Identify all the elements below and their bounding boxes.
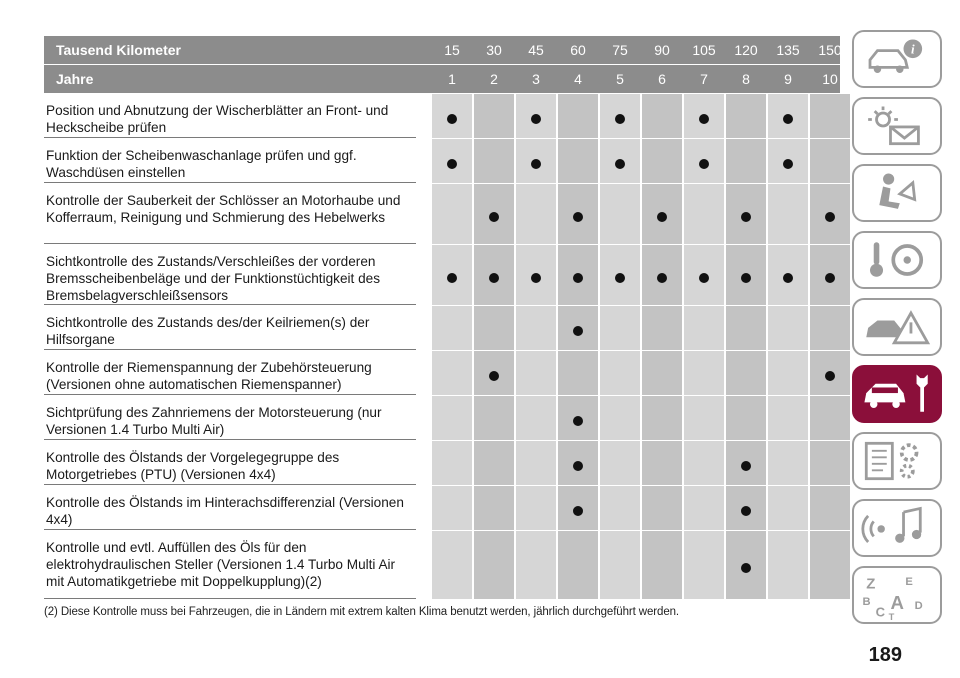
row-description: Funktion der Scheibenwaschanlage prüfen und ggf. Waschdüsen einstellen bbox=[44, 139, 416, 183]
row-description: Kontrolle und evtl. Auffüllen des Öls für den elektrohydraulischen Steller (Versionen 1.4 Turbo Multi Air mit Automatikgetriebe mit Doppelkupplung)(2) bbox=[44, 531, 416, 599]
table-row bbox=[44, 440, 840, 485]
schedule-cell bbox=[684, 396, 724, 440]
check-dot bbox=[783, 159, 793, 169]
schedule-cell bbox=[516, 94, 556, 138]
schedule-cell bbox=[810, 351, 850, 395]
page-number: 189 bbox=[868, 644, 902, 666]
year-header-4: 4 bbox=[574, 71, 582, 87]
airbag-seat-icon bbox=[854, 166, 940, 220]
check-dot bbox=[741, 563, 751, 573]
check-dot bbox=[573, 326, 583, 336]
schedule-cell bbox=[474, 441, 514, 485]
table-row bbox=[44, 350, 840, 395]
schedule-cell bbox=[432, 306, 472, 350]
schedule-cell bbox=[684, 245, 724, 305]
schedule-cell bbox=[474, 306, 514, 350]
check-dot bbox=[531, 273, 541, 283]
schedule-cell bbox=[516, 396, 556, 440]
schedule-cell bbox=[516, 441, 556, 485]
specs-gear-icon bbox=[854, 434, 940, 488]
km-header-75: 75 bbox=[612, 42, 628, 58]
schedule-cell bbox=[432, 396, 472, 440]
check-dot bbox=[573, 273, 583, 283]
year-header-2: 2 bbox=[490, 71, 498, 87]
schedule-cell bbox=[810, 486, 850, 530]
schedule-cell bbox=[474, 396, 514, 440]
schedule-cell bbox=[474, 245, 514, 305]
schedule-cell bbox=[432, 531, 472, 599]
check-dot bbox=[573, 461, 583, 471]
schedule-cell bbox=[642, 245, 682, 305]
schedule-cell bbox=[684, 139, 724, 183]
check-dot bbox=[825, 273, 835, 283]
schedule-cell bbox=[432, 94, 472, 138]
header-km-label: Tausend Kilometer bbox=[56, 42, 181, 58]
steering-wheel-key-icon bbox=[854, 233, 940, 287]
schedule-cell bbox=[768, 531, 808, 599]
schedule-cell bbox=[768, 441, 808, 485]
schedule-cell bbox=[558, 139, 598, 183]
check-dot bbox=[447, 159, 457, 169]
check-dot bbox=[783, 273, 793, 283]
nav-item-car-wrench[interactable] bbox=[852, 365, 942, 423]
schedule-cell bbox=[684, 441, 724, 485]
row-description: Kontrolle des Ölstands der Vorgelegegruppe des Motorgetriebes (PTU) (Versionen 4x4) bbox=[44, 441, 416, 485]
row-description: Sichtkontrolle des Zustands des/der Keilriemen(s) der Hilfsorgane bbox=[44, 306, 416, 350]
table-row bbox=[44, 93, 840, 138]
header-years-label: Jahre bbox=[56, 71, 94, 87]
check-dot bbox=[741, 506, 751, 516]
schedule-cell bbox=[726, 94, 766, 138]
nav-item-airbag-seat[interactable] bbox=[852, 164, 942, 222]
year-header-5: 5 bbox=[616, 71, 624, 87]
table-row bbox=[44, 530, 840, 599]
schedule-cell bbox=[600, 351, 640, 395]
warning-lights-icon bbox=[854, 99, 940, 153]
check-dot bbox=[573, 506, 583, 516]
check-dot bbox=[699, 114, 709, 124]
schedule-cell bbox=[768, 486, 808, 530]
schedule-cell bbox=[726, 396, 766, 440]
schedule-cell bbox=[600, 486, 640, 530]
row-description: Kontrolle des Ölstands im Hinterachsdifferenzial (Versionen 4x4) bbox=[44, 486, 416, 530]
schedule-cell bbox=[810, 306, 850, 350]
row-description: Kontrolle der Riemenspannung der Zubehörsteuerung (Versionen ohne automatischen Riemenspanner) bbox=[44, 351, 416, 395]
row-description: Kontrolle der Sauberkeit der Schlösser an Motorhaube und Kofferraum, Reinigung und Schmierung des Hebelwerks bbox=[44, 184, 416, 244]
schedule-cell bbox=[432, 351, 472, 395]
check-dot bbox=[615, 159, 625, 169]
check-dot bbox=[825, 212, 835, 222]
car-wrench-icon bbox=[854, 367, 940, 421]
table-body bbox=[44, 93, 840, 599]
header-row-km bbox=[44, 36, 840, 64]
svg-text:D: D bbox=[914, 599, 923, 612]
year-header-3: 3 bbox=[532, 71, 540, 87]
schedule-cell bbox=[474, 94, 514, 138]
schedule-cell bbox=[516, 245, 556, 305]
car-info-icon bbox=[854, 32, 940, 86]
check-dot bbox=[489, 273, 499, 283]
check-dot bbox=[699, 273, 709, 283]
check-dot bbox=[531, 114, 541, 124]
schedule-cell bbox=[558, 306, 598, 350]
schedule-cell bbox=[558, 351, 598, 395]
schedule-cell bbox=[432, 139, 472, 183]
chapter-nav bbox=[852, 30, 944, 633]
svg-text:Z: Z bbox=[866, 576, 876, 593]
schedule-cell bbox=[726, 486, 766, 530]
row-description: Sichtprüfung des Zahnriemens der Motorsteuerung (nur Versionen 1.4 Turbo Multi Air) bbox=[44, 396, 416, 440]
schedule-cell bbox=[768, 245, 808, 305]
schedule-cell bbox=[768, 351, 808, 395]
table-row bbox=[44, 183, 840, 244]
table-row bbox=[44, 485, 840, 530]
schedule-cell bbox=[684, 486, 724, 530]
schedule-cell bbox=[810, 94, 850, 138]
check-dot bbox=[783, 114, 793, 124]
nav-item-specs[interactable] bbox=[852, 432, 942, 490]
schedule-cell bbox=[642, 441, 682, 485]
schedule-cell bbox=[726, 531, 766, 599]
km-header-150: 150 bbox=[818, 42, 842, 58]
schedule-cell bbox=[726, 351, 766, 395]
schedule-cell bbox=[810, 245, 850, 305]
check-dot bbox=[657, 273, 667, 283]
schedule-cell bbox=[810, 396, 850, 440]
schedule-cell bbox=[810, 184, 850, 244]
check-dot bbox=[657, 212, 667, 222]
schedule-cell bbox=[600, 306, 640, 350]
row-description: Position und Abnutzung der Wischerblätter an Front- und Heckscheibe prüfen bbox=[44, 94, 416, 138]
check-dot bbox=[615, 114, 625, 124]
footnote: (2) Diese Kontrolle muss bei Fahrzeugen, die in Ländern mit extrem kalten Klima benutzt werden, jährlich durchgeführt werden. bbox=[44, 606, 680, 618]
schedule-cell bbox=[726, 139, 766, 183]
schedule-cell bbox=[600, 396, 640, 440]
schedule-cell bbox=[768, 306, 808, 350]
schedule-cell bbox=[516, 351, 556, 395]
km-header-60: 60 bbox=[570, 42, 586, 58]
schedule-cell bbox=[642, 396, 682, 440]
svg-text:B: B bbox=[862, 596, 871, 609]
km-header-30: 30 bbox=[486, 42, 502, 58]
nav-item-music[interactable] bbox=[852, 499, 942, 557]
check-dot bbox=[531, 159, 541, 169]
maintenance-schedule-table bbox=[44, 36, 840, 599]
schedule-cell bbox=[516, 139, 556, 183]
schedule-cell bbox=[642, 351, 682, 395]
check-dot bbox=[573, 416, 583, 426]
schedule-cell bbox=[768, 396, 808, 440]
schedule-cell bbox=[810, 531, 850, 599]
schedule-cell bbox=[516, 486, 556, 530]
schedule-cell bbox=[768, 184, 808, 244]
check-dot bbox=[825, 371, 835, 381]
schedule-cell bbox=[684, 531, 724, 599]
schedule-cell bbox=[642, 306, 682, 350]
schedule-cell bbox=[474, 531, 514, 599]
check-dot bbox=[489, 371, 499, 381]
schedule-cell bbox=[600, 184, 640, 244]
year-header-9: 9 bbox=[784, 71, 792, 87]
schedule-cell bbox=[684, 351, 724, 395]
music-radio-icon bbox=[854, 501, 940, 555]
schedule-cell bbox=[726, 441, 766, 485]
km-header-15: 15 bbox=[444, 42, 460, 58]
schedule-cell bbox=[600, 94, 640, 138]
car-warning-triangle-icon bbox=[854, 300, 940, 354]
schedule-cell bbox=[558, 94, 598, 138]
row-description: Sichtkontrolle des Zustands/Verschleißes der vorderen Bremsscheibenbeläge und der Funktionstüchtigkeit des Bremsbelagverschleißsensors bbox=[44, 245, 416, 305]
schedule-cell bbox=[600, 441, 640, 485]
schedule-cell bbox=[642, 184, 682, 244]
check-dot bbox=[447, 273, 457, 283]
schedule-cell bbox=[558, 245, 598, 305]
km-header-45: 45 bbox=[528, 42, 544, 58]
check-dot bbox=[489, 212, 499, 222]
schedule-cell bbox=[642, 94, 682, 138]
nav-item-car-warning[interactable] bbox=[852, 298, 942, 356]
check-dot bbox=[741, 461, 751, 471]
schedule-cell bbox=[474, 486, 514, 530]
table-row bbox=[44, 305, 840, 350]
check-dot bbox=[741, 212, 751, 222]
schedule-cell bbox=[474, 184, 514, 244]
schedule-cell bbox=[558, 441, 598, 485]
schedule-cell bbox=[516, 306, 556, 350]
schedule-cell bbox=[432, 184, 472, 244]
schedule-cell bbox=[474, 139, 514, 183]
schedule-cell bbox=[726, 245, 766, 305]
table-row bbox=[44, 138, 840, 183]
schedule-cell bbox=[432, 245, 472, 305]
schedule-cell bbox=[558, 184, 598, 244]
schedule-cell bbox=[558, 486, 598, 530]
svg-text:C: C bbox=[875, 604, 885, 620]
nav-item-car-info[interactable] bbox=[852, 30, 942, 88]
check-dot bbox=[699, 159, 709, 169]
schedule-cell bbox=[726, 306, 766, 350]
check-dot bbox=[741, 273, 751, 283]
year-header-7: 7 bbox=[700, 71, 708, 87]
nav-item-steering-key[interactable] bbox=[852, 231, 942, 289]
schedule-cell bbox=[642, 486, 682, 530]
schedule-cell bbox=[516, 531, 556, 599]
schedule-cell bbox=[642, 531, 682, 599]
schedule-cell bbox=[516, 184, 556, 244]
check-dot bbox=[573, 212, 583, 222]
schedule-cell bbox=[474, 351, 514, 395]
schedule-cell bbox=[642, 139, 682, 183]
svg-text:i: i bbox=[911, 41, 915, 57]
svg-text:A: A bbox=[890, 591, 904, 613]
schedule-cell bbox=[558, 396, 598, 440]
svg-text:E: E bbox=[905, 575, 913, 588]
year-header-10: 10 bbox=[822, 71, 838, 87]
schedule-cell bbox=[558, 531, 598, 599]
table-row bbox=[44, 244, 840, 305]
schedule-cell bbox=[810, 441, 850, 485]
schedule-cell bbox=[684, 94, 724, 138]
nav-item-index[interactable] bbox=[852, 566, 942, 624]
schedule-cell bbox=[600, 139, 640, 183]
schedule-cell bbox=[768, 94, 808, 138]
km-header-105: 105 bbox=[692, 42, 716, 58]
schedule-cell bbox=[768, 139, 808, 183]
schedule-cell bbox=[600, 245, 640, 305]
svg-text:T: T bbox=[888, 612, 895, 622]
km-header-120: 120 bbox=[734, 42, 758, 58]
schedule-cell bbox=[432, 486, 472, 530]
check-dot bbox=[615, 273, 625, 283]
schedule-cell bbox=[810, 139, 850, 183]
header-row-years bbox=[44, 65, 840, 93]
schedule-cell bbox=[432, 441, 472, 485]
km-header-90: 90 bbox=[654, 42, 670, 58]
schedule-cell bbox=[684, 306, 724, 350]
km-header-135: 135 bbox=[776, 42, 800, 58]
year-header-1: 1 bbox=[448, 71, 456, 87]
nav-item-warning-lights[interactable] bbox=[852, 97, 942, 155]
alphabet-index-icon bbox=[854, 568, 940, 622]
check-dot bbox=[447, 114, 457, 124]
year-header-8: 8 bbox=[742, 71, 750, 87]
schedule-cell bbox=[684, 184, 724, 244]
year-header-6: 6 bbox=[658, 71, 666, 87]
schedule-cell bbox=[726, 184, 766, 244]
schedule-cell bbox=[600, 531, 640, 599]
table-row bbox=[44, 395, 840, 440]
